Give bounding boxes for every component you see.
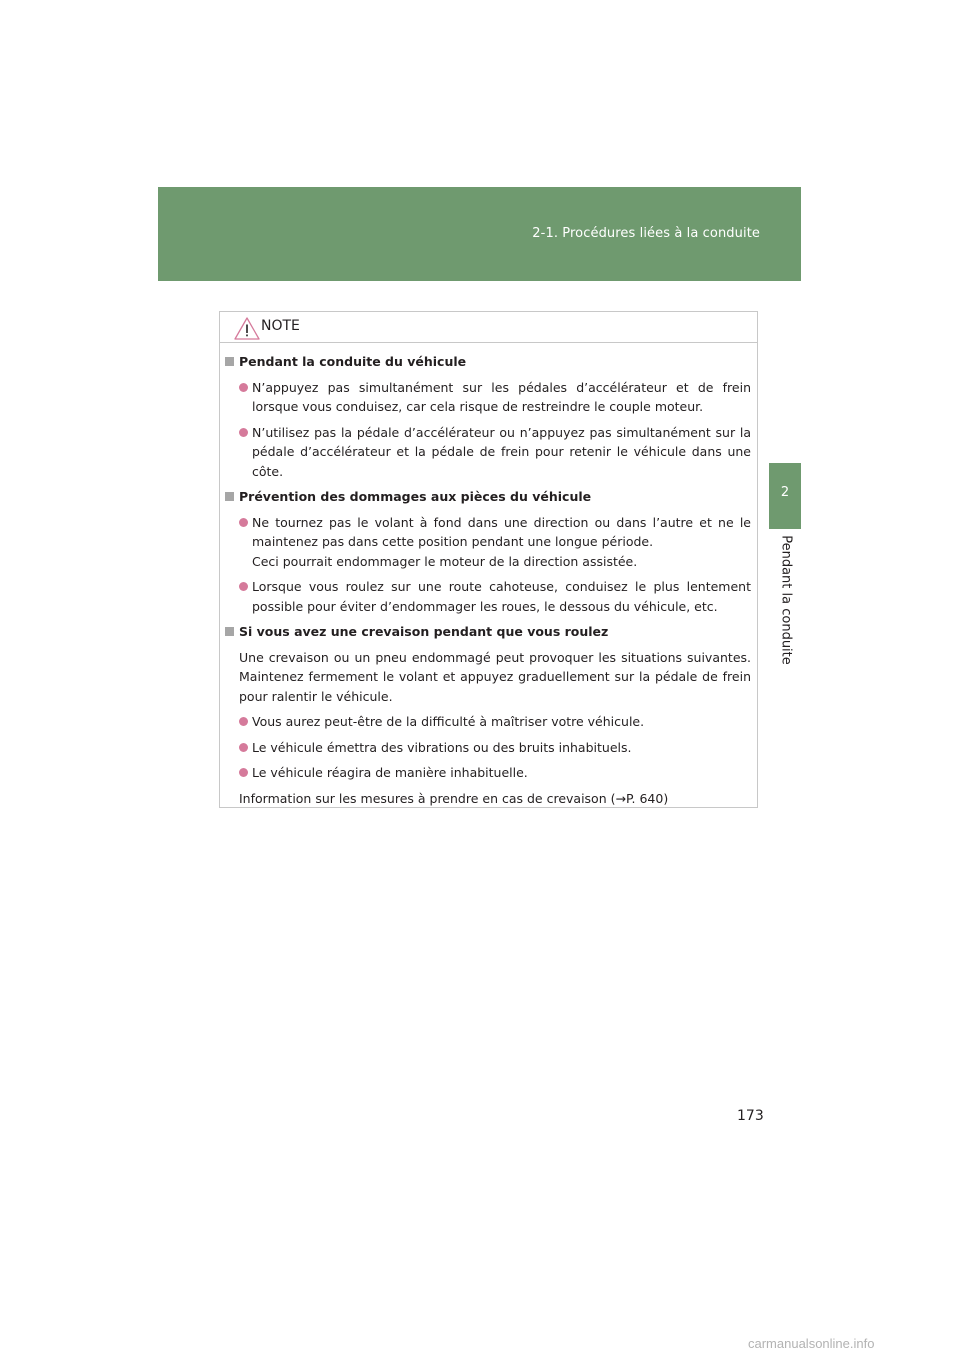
note-header xyxy=(220,312,757,343)
bullet-icon xyxy=(239,743,248,752)
note-box xyxy=(219,311,758,808)
section-heading: Si vous avez une crevaison pendant que vous roulez xyxy=(225,622,751,642)
bullet-icon xyxy=(239,518,248,527)
paragraph: Une crevaison ou un pneu endommagé peut provoquer les situations suivantes. Maintenez fermement le volant et appuyez graduellement sur la pédale de frein pour ralentir le véhicule. xyxy=(239,649,751,704)
watermark-text: carmanualsonline.info xyxy=(748,1336,875,1351)
section-heading: Prévention des dommages aux pièces du véhicule xyxy=(225,487,751,507)
list-item: Lorsque vous roulez sur une route cahoteuse, conduisez le plus lentement possible pour éviter d’endommager les roues, le dessous du véhicule, etc. xyxy=(225,577,751,616)
warning-triangle-icon xyxy=(234,317,260,340)
chapter-header-band xyxy=(158,187,801,281)
list-item: N’appuyez pas simultanément sur les pédales d’accélérateur et de frein lorsque vous conduisez, car cela risque de restreindre le couple moteur. xyxy=(225,378,751,417)
section-title: 2-1. Procédures liées à la conduite xyxy=(532,226,760,241)
section-heading: Pendant la conduite du véhicule xyxy=(225,352,751,372)
bullet-icon xyxy=(239,428,248,437)
page-reference: Information sur les mesures à prendre en cas de crevaison (→P. 640) xyxy=(239,790,669,806)
chapter-side-label: Pendant la conduite xyxy=(778,535,794,665)
list-item: Le véhicule émettra des vibrations ou des bruits inhabituels. xyxy=(225,738,751,758)
page-number: 173 xyxy=(737,1108,764,1124)
square-bullet-icon xyxy=(225,627,234,636)
square-bullet-icon xyxy=(225,357,234,366)
list-item: N’utilisez pas la pédale d’accélérateur ou n’appuyez pas simultanément sur la pédale d’accélérateur et la pédale de frein pour retenir le véhicule dans une côte. xyxy=(225,423,751,482)
chapter-side-tab xyxy=(769,463,801,529)
bullet-icon xyxy=(239,383,248,392)
chapter-number: 2 xyxy=(780,485,790,500)
list-item: Vous aurez peut-être de la difficulté à maîtriser votre véhicule. xyxy=(225,712,751,732)
bullet-icon xyxy=(239,582,248,591)
bullet-icon xyxy=(239,717,248,726)
note-title: NOTE xyxy=(261,318,300,334)
square-bullet-icon xyxy=(225,492,234,501)
note-content xyxy=(225,352,751,814)
list-item: Ne tournez pas le volant à fond dans une direction ou dans l’autre et ne le maintenez pas dans cette position pendant une longue période. Ceci pourrait endommager le moteur de la direction assistée. xyxy=(225,513,751,572)
list-item: Le véhicule réagira de manière inhabituelle. xyxy=(225,763,751,783)
bullet-icon xyxy=(239,768,248,777)
